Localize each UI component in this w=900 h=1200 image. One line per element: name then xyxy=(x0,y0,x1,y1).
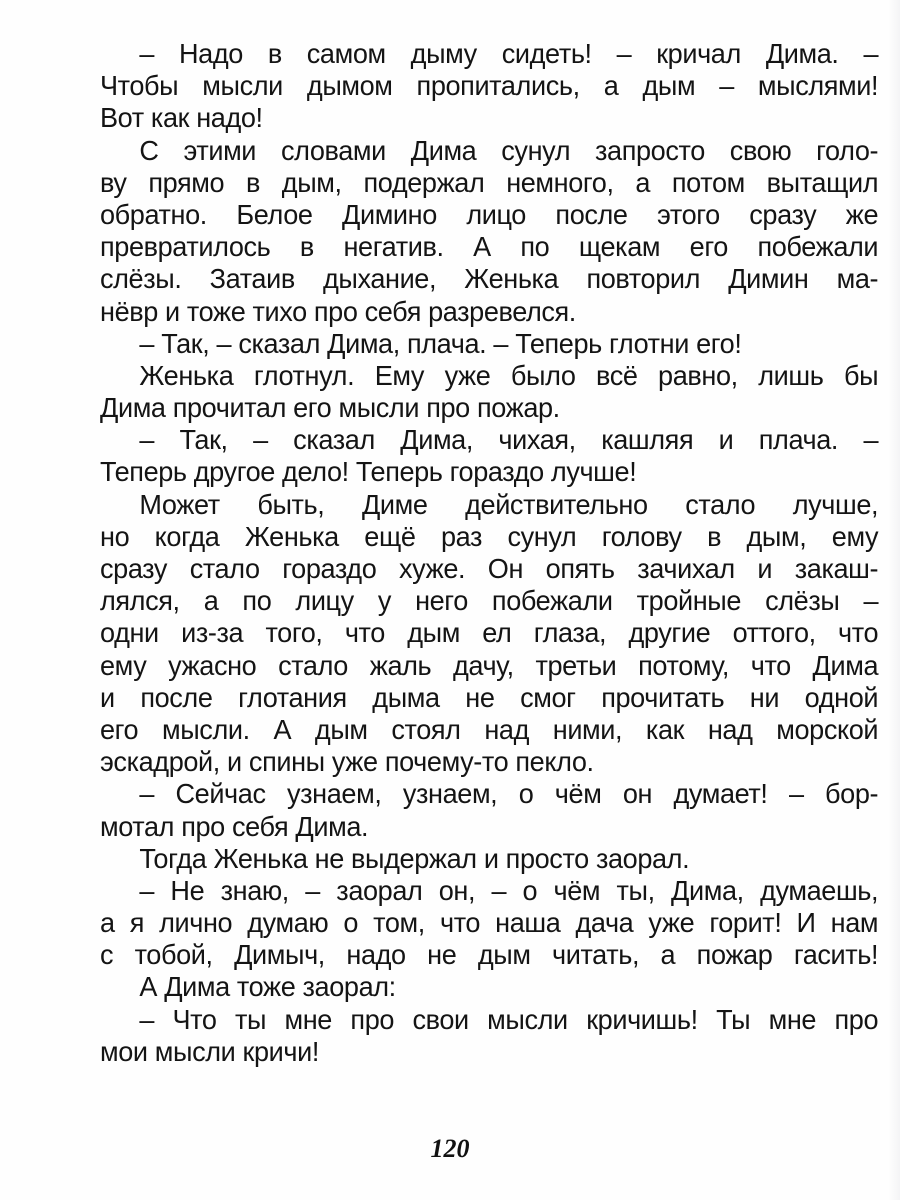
text-line: одни из-за того, что дым ел глаза, другие оттого, что xyxy=(100,617,879,649)
text-line: с тобой, Димыч, надо не дым читать, а пожар гасить! xyxy=(100,939,879,971)
text-line: слёзы. Затаив дыхание, Женька повторил Димин ма- xyxy=(100,263,879,295)
text-line: – Что ты мне про свои мысли кричишь! Ты мне про xyxy=(139,1003,879,1035)
text-line: – Так, – сказал Дима, плача. – Теперь глотни его! xyxy=(139,327,742,359)
page-edge-shadow xyxy=(888,0,900,1200)
text-line: сразу стало гораздо хуже. Он опять зачихал и закаш- xyxy=(100,553,879,584)
text-line: С этими словами Дима сунул запросто свою голо- xyxy=(139,134,879,166)
text-line: превратилось в негатив. А по щекам его побежали xyxy=(100,231,879,263)
text-line: эскадрой, и спины уже почему-то пекло. xyxy=(100,746,594,778)
text-line: Может быть, Диме действительно стало лучше, xyxy=(139,488,879,520)
text-line: – Так, – сказал Дима, чихая, кашляя и плача. – xyxy=(139,424,879,456)
text-line: – Не знаю, – заорал он, – о чём ты, Дима, думаешь, xyxy=(139,874,879,906)
text-line: Женька глотнул. Ему уже было всё равно, лишь бы xyxy=(139,359,879,391)
text-line: Теперь другое дело! Теперь гораздо лучше! xyxy=(100,456,637,488)
text-line: мотал про себя Дима. xyxy=(100,810,369,842)
text-line: и после глотания дыма не смог прочитать ни одной xyxy=(100,681,879,713)
text-line: нёвр и тоже тихо про себя разревелся. xyxy=(100,295,576,327)
body-text xyxy=(100,38,878,1068)
text-line: ему ужасно стало жаль дачу, третьи потому, что Дима xyxy=(100,649,879,681)
text-line: мои мысли кричи! xyxy=(100,1035,319,1067)
text-line: а я лично думаю о том, что наша дача уже горит! И нам xyxy=(100,907,879,939)
text-line: обратно. Белое Димино лицо после этого сразу же xyxy=(100,198,879,230)
text-line: Вот как надо! xyxy=(100,102,263,134)
text-line: – Надо в самом дыму сидеть! – кричал Дима. – xyxy=(139,38,879,69)
text-line: Тогда Женька не выдержал и просто заорал. xyxy=(139,842,690,874)
page-number: 120 xyxy=(430,1134,470,1163)
text-line: его мысли. А дым стоял над ними, как над морской xyxy=(100,713,879,745)
text-line: но когда Женька ещё раз сунул голову в дым, ему xyxy=(100,520,879,552)
text-line: лялся, а по лицу у него побежали тройные слёзы – xyxy=(100,585,879,617)
text-line: – Сейчас узнаем, узнаем, о чём он думает! – бор- xyxy=(139,778,879,810)
text-line: Чтобы мысли дымом пропитались, а дым – мыслями! xyxy=(100,70,879,102)
text-line: ву прямо в дым, подержал немного, а потом вытащил xyxy=(100,166,879,198)
text-line: Дима прочитал его мысли про пожар. xyxy=(100,392,560,424)
text-line: А Дима тоже заорал: xyxy=(139,971,396,1003)
